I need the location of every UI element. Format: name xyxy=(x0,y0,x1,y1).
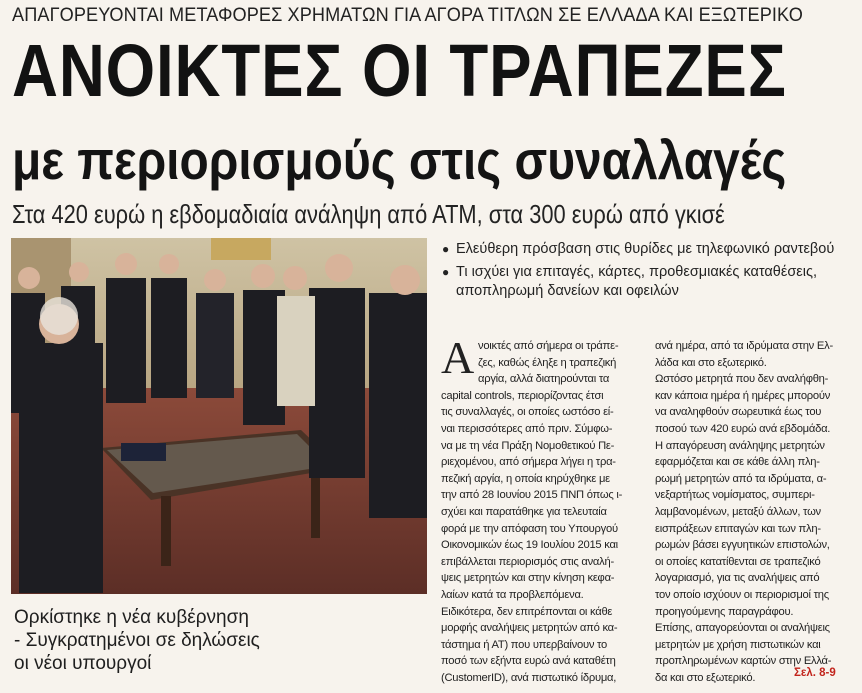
caption-line: - Συγκρατημένοι σε δηλώσεις xyxy=(14,630,260,651)
page-reference: Σελ. 8-9 xyxy=(794,667,836,679)
body-text-line: φορά με την απόφαση του Υπουργού xyxy=(441,522,618,535)
body-text-line: την από 28 Ιουνίου 2015 ΠΝΠ όπως ι- xyxy=(441,489,623,502)
caption-line: Ορκίστηκε η νέα κυβέρνηση xyxy=(14,607,249,628)
body-text-line: Η απαγόρευση ανάληψης μετρητών xyxy=(655,439,825,452)
body-text-line: προηγούμενης παραγράφου. xyxy=(655,605,794,618)
body-text-line: εισπράξεων επιταγών και των πλη- xyxy=(655,522,821,535)
bullet-list xyxy=(442,240,856,305)
bullet-text: Ελεύθερη πρόσβαση στις θυρίδες με τηλεφωνικό ραντεβού xyxy=(456,241,835,257)
body-text-line: ανά ημέρα, από τα ιδρύματα στην Ελ- xyxy=(655,340,833,352)
bullet-text: Τι ισχύει για επιταγές, κάρτες, προθεσμιακές καταθέσεις, αποπληρωμή δανείων και οφειλών xyxy=(456,264,817,299)
body-text-line: νεξαρτήτως νομίσματος, συμπερι- xyxy=(655,489,815,502)
drop-cap: Α xyxy=(441,332,474,383)
body-text-line: μετρητών με χρήση πιστωτικών και xyxy=(655,638,821,651)
body-text-line: τον οποίο ισχύουν οι περιορισμοί της xyxy=(655,588,829,601)
body-text-line: Ωστόσο μετρητά που δεν αναλήφθη- xyxy=(655,373,829,386)
body-text-line: capital controls, περιορίζοντας έτσι xyxy=(441,389,604,402)
body-column-2 xyxy=(655,338,854,686)
bullet-icon: ● xyxy=(442,265,450,279)
body-text-line: να με τη νέα Πράξη Νομοθετικού Πε- xyxy=(441,439,615,452)
body-text-line: νοικτές από σήμερα οι τράπε- xyxy=(477,340,619,352)
body-text-line: να αναληφθούν σωρευτικά έως του xyxy=(655,406,822,419)
body-text-line: αργία, αλλά διατηρούνται τα xyxy=(477,373,610,386)
body-text-line: λογαριασμό, για τις αναλήψεις από xyxy=(655,572,820,585)
body-text-line: λαίων κατά τα προβλεπόμενα. xyxy=(441,588,584,601)
body-text-line: (CustomerID), ανά πιστωτικό ίδρυμα, xyxy=(441,671,617,684)
body-text-line: καν κάποια ημέρα ή ημέρες μπορούν xyxy=(655,389,831,402)
body-text-line: Ειδικότερα, δεν επιτρέπονται οι κάθε xyxy=(441,605,613,618)
body-text-line: μορφής αναλήψεις μετρητών από κα- xyxy=(441,622,618,635)
body-text-line: ρωμή μετρητών από τα ιδρύματα, α- xyxy=(655,472,827,485)
body-text-line: Οικονομικών έως 19 Ιουλίου 2015 και xyxy=(441,539,618,552)
body-text-line: Επίσης, απαγορεύονται οι αναλήψεις xyxy=(655,622,830,635)
kicker: ΑΠΑΓΟΡΕΥΟΝΤΑΙ ΜΕΤΑΦΟΡΕΣ ΧΡΗΜΑΤΩΝ ΓΙΑ ΑΓΟΡΑ ΤΙΤΛΩΝ ΣΕ ΕΛΛΑΔΑ ΚΑΙ ΕΞΩΤΕΡΙΚΟ xyxy=(12,4,803,26)
body-text-line: εφαρμόζεται και σε κάθε άλλη πλη- xyxy=(655,456,820,469)
body-column-1 xyxy=(441,332,641,686)
body-text-line: λάδα και στο εξωτερικό. xyxy=(655,356,767,369)
body-text-line: ποσό των εξήντα ευρώ ανά καταθέτη xyxy=(441,655,616,668)
news-photo xyxy=(11,238,427,594)
body-text-line: σχύει και παρατάθηκε για τελευταία xyxy=(441,505,607,518)
bullet-icon: ● xyxy=(442,242,450,256)
body-text-line: τάστημα ή ΑΤ) που υπερβαίνουν το xyxy=(441,638,608,651)
body-text-line: ριεχομένου, από σήμερα λήγει η τρα- xyxy=(441,456,616,469)
body-text-line: ποσού των 420 ευρώ ανά εβδομάδα. xyxy=(655,422,831,435)
caption-line: οι νέοι υπουργοί xyxy=(14,653,152,674)
body-text-line: ψεις μετρητών και στην κίνηση κεφα- xyxy=(441,572,615,585)
deck: Στα 420 ευρώ η εβδομαδιαία ανάληψη από ΑΤΜ, στα 300 ευρώ από γκισέ xyxy=(12,199,725,229)
photo-caption xyxy=(14,606,424,675)
body-text-line: πεζική αργία, η οποία κηρύχθηκε με xyxy=(441,472,610,485)
body-text-line: ναι περισσότερες από πριν. Σύμφω- xyxy=(441,422,613,435)
bullet-item xyxy=(442,263,856,301)
body-text-line: οι οποίες κατατίθενται σε τραπεζικό xyxy=(655,555,821,568)
body-text-line: λαμβανομένων, μεταξύ άλλων, των xyxy=(655,505,821,518)
body-text-line: δα και στο εξωτερικό. xyxy=(655,671,756,684)
body-text-line: τις συναλλαγές, οι οποίες ωστόσο εί- xyxy=(441,406,614,419)
body-text-line: ζες, καθώς έληξε η τραπεζική xyxy=(477,356,617,369)
body-text-line: επιβάλλεται περιορισμός στις αναλή- xyxy=(441,555,614,568)
headline-secondary: με περιορισμούς στις συναλλαγές xyxy=(12,129,787,191)
headline-main: ΑΝΟΙΚΤΕΣ ΟΙ ΤΡΑΠΕΖΕΣ xyxy=(12,29,787,112)
body-text-line: ρωμών βάσει εγγυητικών επιστολών, xyxy=(655,539,830,552)
bullet-item xyxy=(442,240,856,259)
body-text-line: προπληρωμένων καρτών στην Ελλά- xyxy=(655,655,832,668)
